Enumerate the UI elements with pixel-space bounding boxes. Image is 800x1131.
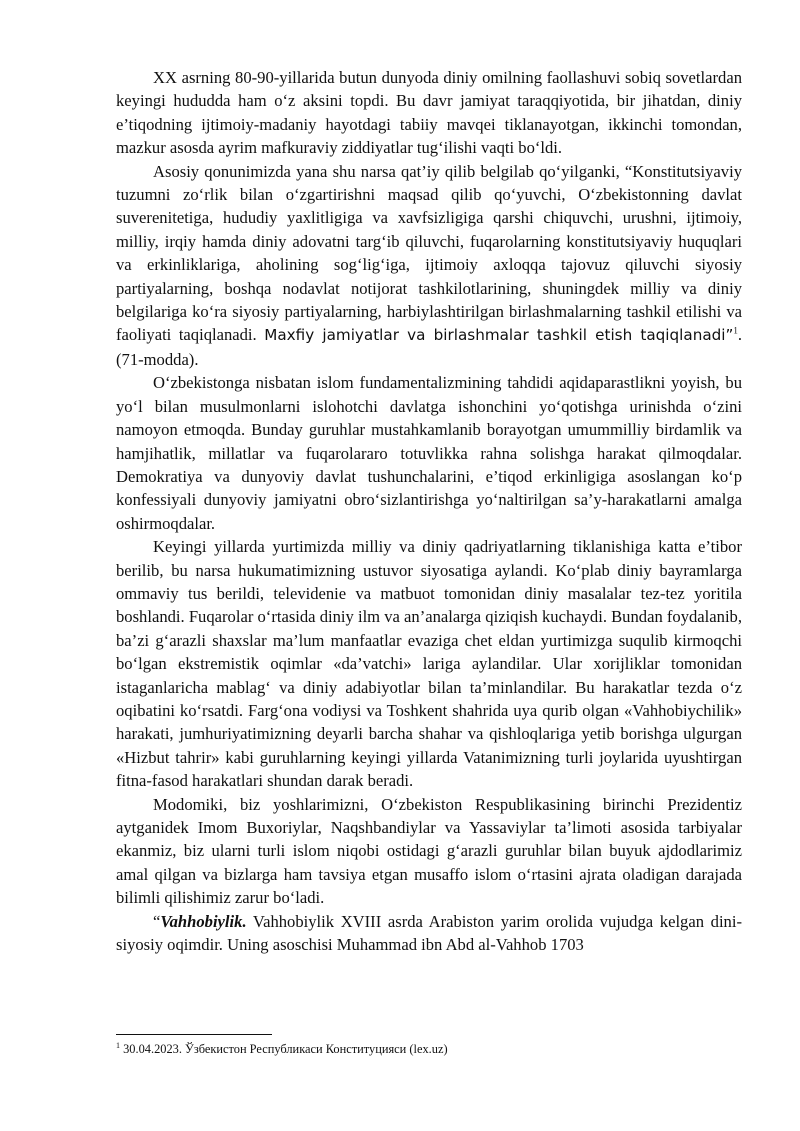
quote-final-sentence: Maxfiy jamiyatlar va birlashmalar tashkil etish taqiqlanadi” bbox=[264, 326, 734, 345]
footnote-reference[interactable]: 1 bbox=[733, 325, 738, 336]
footnote-marker: 1 bbox=[116, 1040, 120, 1050]
term-definition: Vahhobiylik XVIII asrda Arabiston yarim orolida vujudga kelgan dini-siyosiy oqimdir. Uning asoschisi Muhammad ibn Abd al-Vahhob 1703 bbox=[116, 911, 742, 955]
paragraph-2-constitution-quote bbox=[116, 160, 742, 372]
paragraph-1: XX asrning 80-90-yillarida butun dunyoda diniy omilning faollashuvi sobiq sovetlardan keyingi hududda ham o‘z aksini topdi. Bu davr jamiyat taraqqiyotida, bir jihatdan, diniy e’tiqodning ijtimoiy-madaniy hayotdagi tabiiy mavqei tiklanayotgan, ikkinchi tomondan, mazkur asosda ayrim mafkuraviy ziddiyatlar tug‘ilishi vaqti bo‘ldi. bbox=[116, 68, 742, 158]
footnote bbox=[116, 1041, 736, 1057]
footnote-text: 30.04.2023. Ўзбекистон Республикаси Конституцияси (lex.uz) bbox=[120, 1042, 448, 1056]
paragraph-6-vahhobiylik bbox=[116, 910, 742, 957]
paragraph-4: Keyingi yillarda yurtimizda milliy va diniy qadriyatlarning tiklanishiga katta e’tibor berilib, bu narsa hukumatimizning ustuvor siyosatiga aylandi. Ko‘plab diniy bayramlarga ommaviy tus berildi, televidenie va matbuot tomonidan diniy masalalar tez-tez yoritila boshlandi. Fuqarolar o‘rtasida diniy ilm va an’analarga qiziqish kuchaydi. Bundan foydalanib, ba’zi g‘arazli shaxslar ma’lum manfaatlar evaziga chet eldan yurtimizga suqulib kirmoqchi bo‘lgan ekstremistik oqimlar «da’vatchi» lariga aylandilar. Ular xorijliklar tomonidan istaganlaricha mablag‘ va diniy adabiyotlar bilan ta’minlandilar. Bu harakatlar tezda o‘z oqibatini ko‘rsatdi. Farg‘ona vodiysi va Toshkent shahrida uya qurib olgan «Vahhobiychilik» harakati, jumhuriyatimizning deyarli barcha shahar va qishloqlariga yetib borishga ulgurgan «Hizbut tahrir» kabi guruhlarning keyingi yillarda Vatanimizning turli joylarida uyushtirgan fitna-fasod harakatlari shundan darak beradi. bbox=[116, 537, 742, 791]
quote-main-text: Asosiy qonunimizda yana shu narsa qat’iy qilib belgilab qo‘yilganki, “Konstitutsiyaviy tuzumni zo‘rlik bilan o‘zgartirishni maqsad qilib qo‘yuvchi, O‘zbekistonning davlat suverenitetiga, hududiy yaxlitligiga va xavfsizligiga qarshi chiquvchi, urushni, ijtimoiy, milliy, irqiy hamda diniy adovatni targ‘ib qiluvchi, fuqarolarning konstitutsiyaviy huquqlari va erkinliklariga, aholining sog‘lig‘iga, ijtimoiy axloqqa tajovuz qiluvchi siyosiy partiyalarning, boshqa nodavlat notijorat tashkilotlarining, shuningdek milliy va diniy belgilariga ko‘ra siyosiy partiyalarning, harbiylashtirilgan birlashmalarning tashkil etilishi va faoliyati taqiqlanadi. bbox=[116, 161, 742, 345]
paragraph-5: Modomiki, biz yoshlarimizni, O‘zbekiston Respublikasining birinchi Prezidentiz aytganidek Imom Buxoriylar, Naqshbandiylar va Yassaviylar ta’limoti asosida tarbiyalar ekanmiz, biz ularni turli islom niqobi ostidagi g‘arazli guruhlar bilan buyuk ajdodlarimiz amal qilgan va bizlarga ham tavsiya etgan musaffo islom o‘rtasini ajrata oladigan darajada bilimli qilishimiz zarur bo‘ladi. bbox=[116, 794, 742, 908]
open-quote: “ bbox=[153, 911, 161, 931]
paragraph-3: O‘zbekistonga nisbatan islom fundamentalizmining tahdidi aqidaparastlikni yoyish, bu yo‘l bilan musulmonlarni islohotchi davlatga ishonchini yo‘qotishga urinishda o‘zini namoyon etmoqda. Bunday guruhlar mustahkamlanib borayotgan umummilliy birdamlik va hamjihatlik, millatlar va fuqarolararo totuvlikka rahna solishga harakat qilmoqdalar. Demokratiya va dunyoviy davlat tushunchalarini, e’tiqod erkinligiga asoslangan ko‘p konfessiyali dunyoviy jamiyatni obro‘sizlantirishga yo‘naltirilgan sa’y-harakatlarni amalga oshirmoqdalar. bbox=[116, 373, 742, 533]
body-text bbox=[116, 66, 742, 956]
article-reference: . (71-modda). bbox=[116, 325, 743, 369]
term-heading: Vahhobiylik. bbox=[160, 911, 247, 931]
footnote-separator bbox=[116, 1034, 272, 1035]
